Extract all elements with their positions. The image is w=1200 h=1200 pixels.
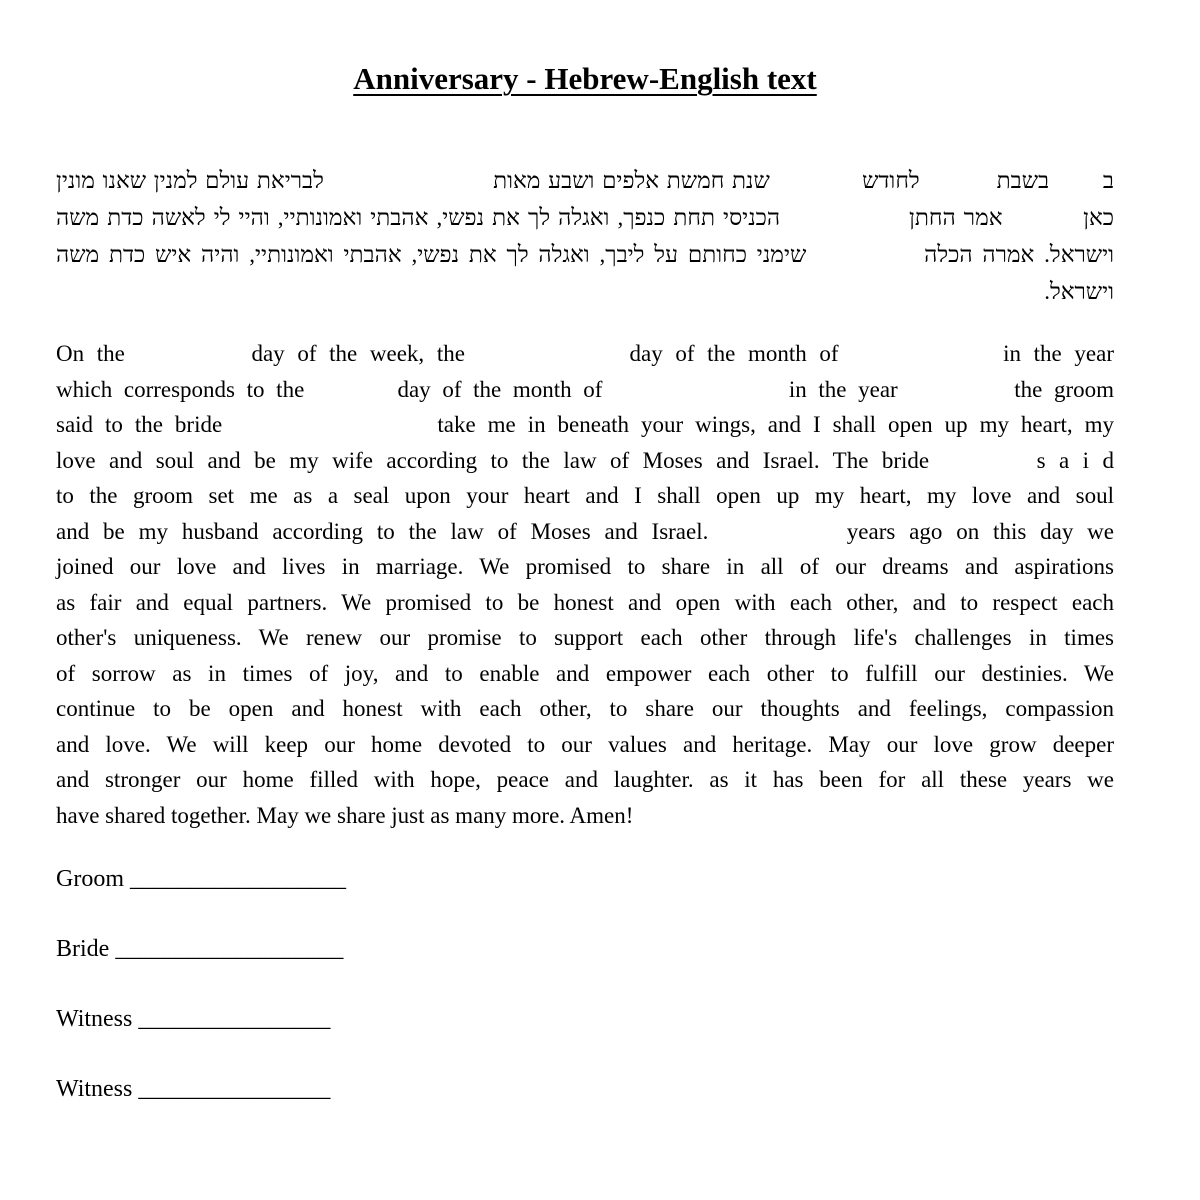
signature-blank-line: ________________ [138, 1076, 331, 1102]
english-line: and be my husband according to the law of Moses and Israel. years ago on this day we [56, 518, 1114, 544]
signature-label: Witness [56, 1006, 133, 1032]
hebrew-paragraph [56, 162, 1114, 310]
english-line: and love. We will keep our home devoted to our values and heritage. May our love grow deeper [56, 731, 1114, 757]
english-line: have shared together. May we share just as many more. Amen! [56, 802, 634, 828]
english-line: continue to be open and honest with each other, to share our thoughts and feelings, compassion [56, 696, 1114, 721]
signature-row-bride [56, 931, 1114, 967]
english-line: which corresponds to the day of the month of in the year the groom [56, 376, 1114, 402]
signature-blank-line: __________________ [130, 866, 346, 892]
signature-label: Bride [56, 936, 110, 962]
english-paragraph [56, 336, 1114, 833]
signature-row-witness-1 [56, 1001, 1114, 1037]
hebrew-line: כאן אמר החתן הכניסי תחת כנפך, ואגלה לך את נפשי, אהבתי ואמונותיי, והיי לי לאשה כדת משה [56, 205, 1114, 230]
english-line: On the day of the week, the day of the month of in the year [56, 341, 1114, 366]
signature-label: Witness [56, 1076, 133, 1102]
english-line: and stronger our home filled with hope, peace and laughter. as it has been for all these years we [56, 767, 1114, 792]
signature-label: Groom [56, 866, 124, 892]
hebrew-line: וישראל. אמרה הכלה שימני כחותם על ליבך, ואגלה לך את נפשי, אהבתי ואמונותיי, והיה איש כדת משה [56, 242, 1114, 267]
english-line: of sorrow as in times of joy, and to enable and empower each other to fulfill our destinies. We [56, 660, 1114, 686]
english-line: other's uniqueness. We renew our promise to support each other through life's challenges in times [56, 625, 1114, 650]
signature-row-witness-2 [56, 1071, 1114, 1107]
english-line: joined our love and lives in marriage. We promised to share in all of our dreams and aspirations [56, 554, 1114, 579]
hebrew-line: ב בשבת לחודש שנת חמשת אלפים ושבע מאות לבריאת עולם למנין שאנו מונין [56, 168, 1114, 193]
english-line: love and soul and be my wife according to the law of Moses and Israel. The bride s a i d [56, 447, 1114, 473]
english-line: said to the bride take me in beneath your wings, and I shall open up my heart, my [56, 412, 1114, 437]
signature-section [56, 861, 1114, 1107]
signature-row-groom [56, 861, 1114, 897]
hebrew-line: וישראל. [1044, 279, 1114, 304]
signature-blank-line: ________________ [138, 1006, 331, 1032]
page-title: Anniversary - Hebrew-English text [353, 61, 817, 96]
english-line: as fair and equal partners. We promised to be honest and open with each other, and to respect each [56, 589, 1114, 615]
signature-blank-line: ___________________ [115, 936, 344, 962]
english-line: to the groom set me as a seal upon your heart and I shall open up my heart, my love and soul [56, 483, 1114, 508]
